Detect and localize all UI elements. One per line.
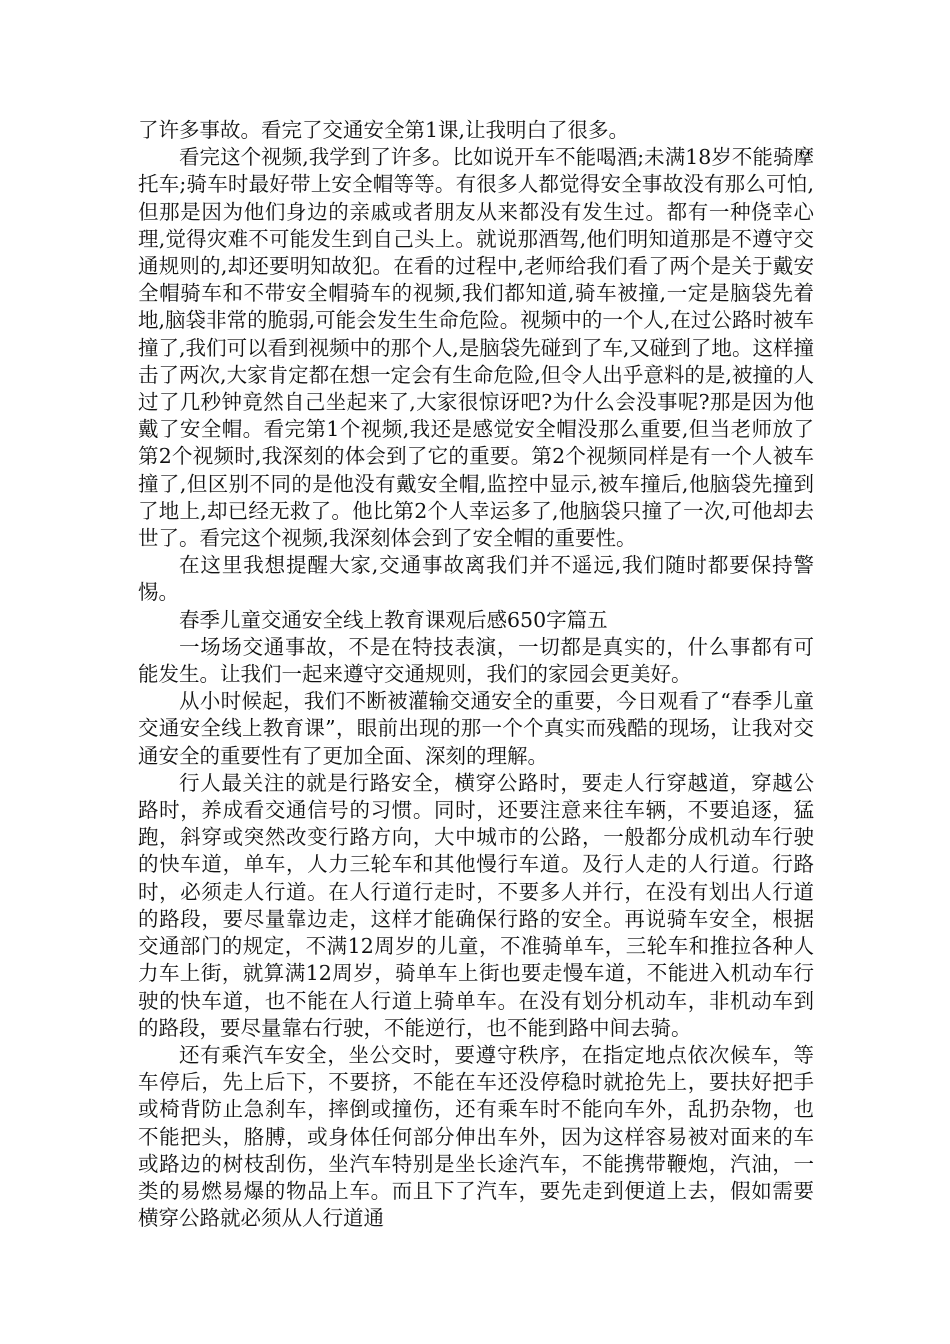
paragraph-reminder: 在这里我想提醒大家,交通事故离我们并不遥远,我们随时都要保持警惕。 — [138, 553, 814, 605]
document-page — [138, 117, 814, 1232]
section-heading: 春季儿童交通安全线上教育课观后感650字篇五 — [179, 607, 608, 632]
paragraph-childhood: 从小时候起，我们不断被灌输交通安全的重要，今日观看了“春季儿童交通安全线上教育课”，眼前出现的那一个个真实而残酷的现场，让我对交通安全的重要性有了更加全面、深刻的理解。 — [138, 689, 814, 768]
paragraph-bus-safety: 还有乘汽车安全，坐公交时，要遵守秩序，在指定地点依次候车，等车停后，先上后下，不要挤，不能在车还没停稳时就抢先上，要扶好把手或椅背防止急刹车，摔倒或撞伤，还有乘车时不能向车外，乱扔杂物，也不能把头，胳膊，或身体任何部分伸出车外，因为这样容易被对面来的车或路边的树枝刮伤，坐汽车特别是坐长途汽车，不能携带鞭炮，汽油，一类的易燃易爆的物品上车。而且下了汽车，要先走到便道上去，假如需要横穿公路就必须从人行道通 — [138, 1042, 814, 1231]
paragraph-intro: 一场场交通事故，不是在特技表演，一切都是真实的，什么事都有可能发生。让我们一起来遵守交通规则，我们的家园会更美好。 — [138, 634, 814, 687]
paragraph-pedestrian-safety: 行人最关注的就是行路安全，横穿公路时，要走人行穿越道，穿越公路时，养成看交通信号的习惯。同时，还要注意来往车辆，不要追逐，猛跑，斜穿或突然改变行路方向，大中城市的公路，一般都分成机动车行驶的快车道，单车，人力三轮车和其他慢行车道。及行人走的人行道。行路时，必须走人行道。在人行道行走时，不要多人并行，在没有划出人行道的路段，要尽量靠边走，这样才能确保行路的安全。再说骑车安全，根据交通部门的规定，不满12周岁的儿童，不准骑单车，三轮车和推拉各种人力车上街，就算满12周岁，骑单车上街也要走慢车道，不能进入机动车行驶的快车道，也不能在人行道上骑单车。在没有划分机动车，非机动车到的路段，要尽量靠右行驶，不能逆行，也不能到路中间去骑。 — [138, 770, 814, 1040]
paragraph-continuation: 了许多事故。看完了交通安全第1课,让我明白了很多。 — [138, 118, 630, 142]
paragraph-helmet-videos: 看完这个视频,我学到了许多。比如说开车不能喝酒;未满18岁不能骑摩托车;骑车时最好带上安全帽等等。有很多人都觉得安全事故没有那么可怕,但那是因为他们身边的亲戚或者朋友从来都没有发生过。都有一种侥幸心理,觉得灾难不可能发生到自己头上。就说那酒驾,他们明知道那是不遵守交通规则的,却还要明知故犯。在看的过程中,老师给我们看了两个是关于戴安全帽骑车和不带安全帽骑车的视频,我们都知道,骑车被撞,一定是脑袋先着地,脑袋非常的脆弱,可能会发生生命危险。视频中的一个人,在过公路时被车撞了,我们可以看到视频中的那个人,是脑袋先碰到了车,又碰到了地。这样撞击了两次,大家肯定都在想一定会有生命危险,但令人出乎意料的是,被撞的人过了几秒钟竟然自己坐起来了,大家很惊讶吧?为什么会没事呢?那是因为他戴了安全帽。看完第1个视频,我还是感觉安全帽没那么重要,但当老师放了第2个视频时,我深刻的体会到了它的重要。第2个视频同样是有一个人被车撞了,但区别不同的是他没有戴安全帽,监控中显示,被车撞后,他脑袋先撞到了地上,却已经无救了。他比第2个人幸运多了,他脑袋只撞了一次,可他却去世了。看完这个视频,我深刻体会到了安全帽的重要性。 — [138, 145, 814, 551]
